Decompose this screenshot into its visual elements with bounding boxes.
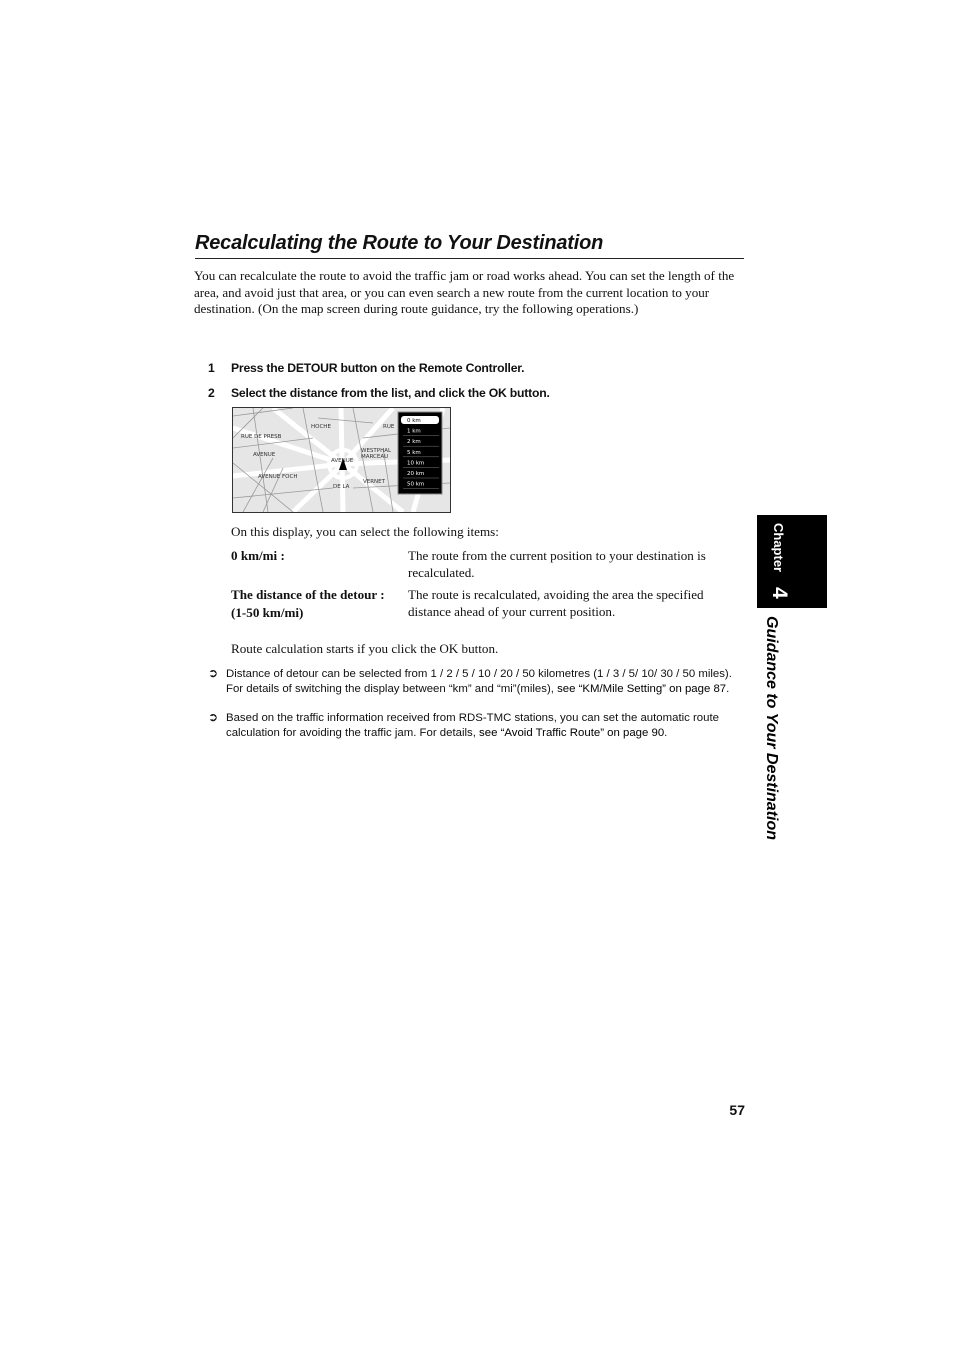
item-term-line2: (1-50 km/mi) — [231, 605, 304, 620]
hint-arrow-icon: ➲ — [208, 666, 219, 680]
items-intro: On this display, you can select the following items: — [231, 524, 499, 539]
map-label: AVENUE — [253, 452, 276, 458]
hint-1 — [208, 667, 748, 696]
detour-map-screenshot — [232, 407, 451, 513]
item-definition: The route from the current position to your destination is recalculated. — [408, 548, 706, 580]
step-number: 1 — [208, 361, 215, 375]
distance-option[interactable]: 2 km — [407, 439, 421, 446]
map-label: RUE — [383, 424, 395, 430]
map-graphic — [233, 408, 450, 512]
distance-option[interactable]: 5 km — [407, 449, 421, 456]
item-term: 0 km/mi : — [231, 548, 285, 563]
chapter-title: Guidance to Your Destination — [763, 616, 780, 841]
chapter-number: 4 — [768, 587, 791, 599]
intro-paragraph: You can recalculate the route to avoid the traffic jam or road works ahead. You can set the length of the area, and avoid just that area, or you can even search a new route from the current location to your destination. (On the map screen during route guidance, try the following operations.) — [194, 268, 735, 316]
page-number: 57 — [729, 1102, 745, 1118]
distance-option[interactable]: 0 km — [407, 418, 421, 424]
distance-option[interactable]: 50 km — [407, 481, 425, 488]
map-label: RUE DE PRESB — [241, 434, 282, 440]
chapter-word: Chapter — [771, 523, 786, 573]
step-text: Press the DETOUR button on the Remote Controller. — [231, 361, 525, 375]
map-label: MARCEAU — [361, 454, 389, 460]
item-term — [231, 586, 385, 622]
item-term-line1: The distance of the detour : — [231, 587, 385, 602]
step-number: 2 — [208, 386, 215, 400]
step-2 — [208, 386, 550, 400]
hint-end: . — [664, 726, 668, 739]
map-label: HOCHE — [311, 424, 331, 430]
map-label: DE LA — [333, 484, 350, 490]
chapter-tab — [757, 515, 827, 608]
distance-option[interactable]: 1 km — [407, 428, 421, 435]
cross-reference-link[interactable]: see “Avoid Traffic Route” on page 90 — [479, 726, 665, 739]
map-label: AVENUE FOCH — [258, 474, 298, 480]
map-label: AVENUE — [331, 458, 354, 464]
hint-arrow-icon: ➲ — [208, 710, 219, 724]
cross-reference-link[interactable]: see “KM/Mile Setting” on page 87 — [557, 682, 727, 695]
step-1 — [208, 361, 524, 375]
hint-end: . — [726, 682, 730, 695]
route-calc-note: Route calculation starts if you click the OK button. — [231, 641, 499, 656]
map-label: VERNET — [363, 479, 386, 485]
chapter-title-vertical — [757, 608, 827, 888]
distance-option[interactable]: 20 km — [407, 471, 425, 477]
item-definition: The route is recalculated, avoiding the area the specified distance ahead of your current position. — [408, 587, 704, 619]
hint-text: Distance of detour can be selected from 1 / 2 / 5 / 10 / 20 / 50 kilometres (1 / 3 / 5/ 10/ 30 / 50 miles). For details of switching the display between “km” and “mi”(miles), — [226, 668, 732, 695]
hint-2 — [208, 711, 748, 740]
step-text: Select the distance from the list, and click the OK button. — [231, 386, 550, 400]
distance-option[interactable]: 10 km — [407, 460, 425, 467]
hint-text: Based on the traffic information received from RDS-TMC stations, you can set the automatic route calculation for avoiding the traffic jam. For details, — [226, 712, 719, 739]
section-title: Recalculating the Route to Your Destination — [195, 232, 744, 259]
map-label: WESTPHAL — [361, 448, 392, 454]
